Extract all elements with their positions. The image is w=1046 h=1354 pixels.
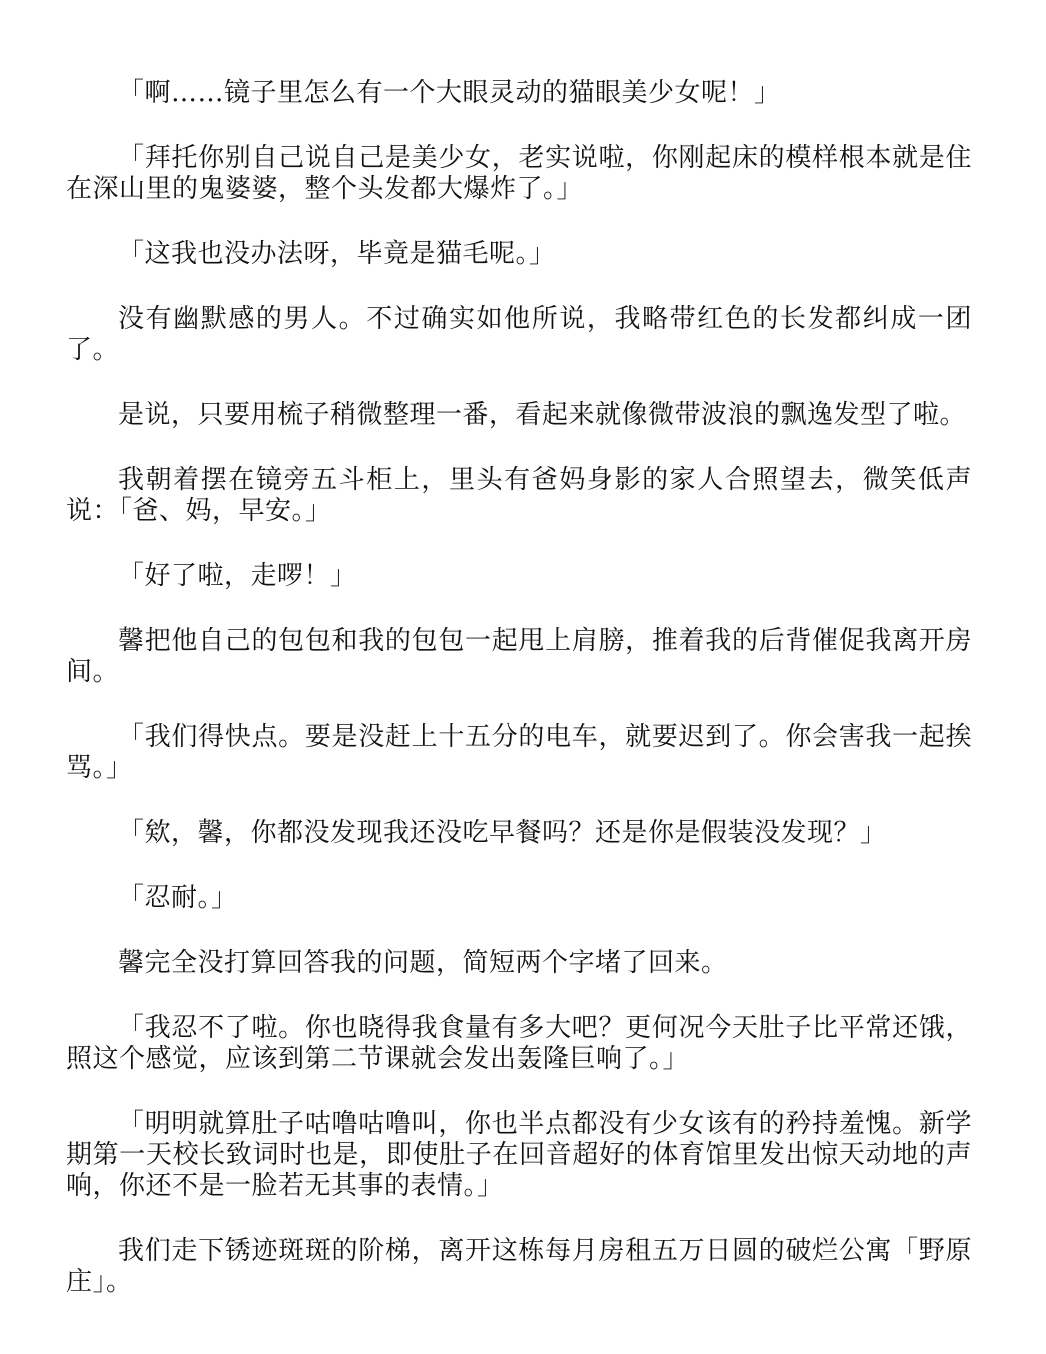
paragraph: 「这我也没办法呀，毕竟是猫毛呢。」 (118, 239, 556, 269)
paragraph: 「拜托你别自己说自己是美少女，老实说啦，你刚起床的模样根本就是住在深山里的鬼婆婆，整个头发都大爆炸了。」 (66, 143, 972, 204)
paragraph: 「我们得快点。要是没赶上十五分的电车，就要迟到了。你会害我一起挨骂。」 (66, 722, 972, 783)
paragraph: 我朝着摆在镜旁五斗柜上，里头有爸妈身影的家人合照望去，微笑低声说：「爸、妈，早安。」 (66, 465, 972, 526)
paragraph: 我们走下锈迹斑斑的阶梯，离开这栋每月房租五万日圆的破烂公寓「野原庄」。 (66, 1236, 972, 1297)
paragraph: 馨完全没打算回答我的问题，简短两个字堵了回来。 (118, 948, 728, 978)
paragraph: 「明明就算肚子咕噜咕噜叫，你也半点都没有少女该有的矜持羞愧。新学期第一天校长致词时也是，即使肚子在回音超好的体育馆里发出惊天动地的声响，你还不是一脸若无其事的表情。」 (66, 1109, 972, 1201)
paragraph: 「我忍不了啦。你也晓得我食量有多大吧？更何况今天肚子比平常还饿，照这个感觉，应该到第二节课就会发出轰隆巨响了。」 (66, 1013, 972, 1074)
document-page (66, 78, 972, 1332)
paragraph: 馨把他自己的包包和我的包包一起甩上肩膀，推着我的后背催促我离开房间。 (66, 626, 972, 687)
paragraph: 「啊……镜子里怎么有一个大眼灵动的猫眼美少女呢！」 (118, 78, 781, 108)
paragraph: 是说，只要用梳子稍微整理一番，看起来就像微带波浪的飘逸发型了啦。 (118, 400, 967, 430)
paragraph: 没有幽默感的男人。不过确实如他所说，我略带红色的长发都纠成一团了。 (66, 304, 972, 365)
paragraph: 「欸，馨，你都没发现我还没吃早餐吗？还是你是假装没发现？」 (118, 818, 887, 848)
paragraph: 「忍耐。」 (118, 883, 238, 913)
paragraph: 「好了啦，走啰！」 (118, 561, 357, 591)
